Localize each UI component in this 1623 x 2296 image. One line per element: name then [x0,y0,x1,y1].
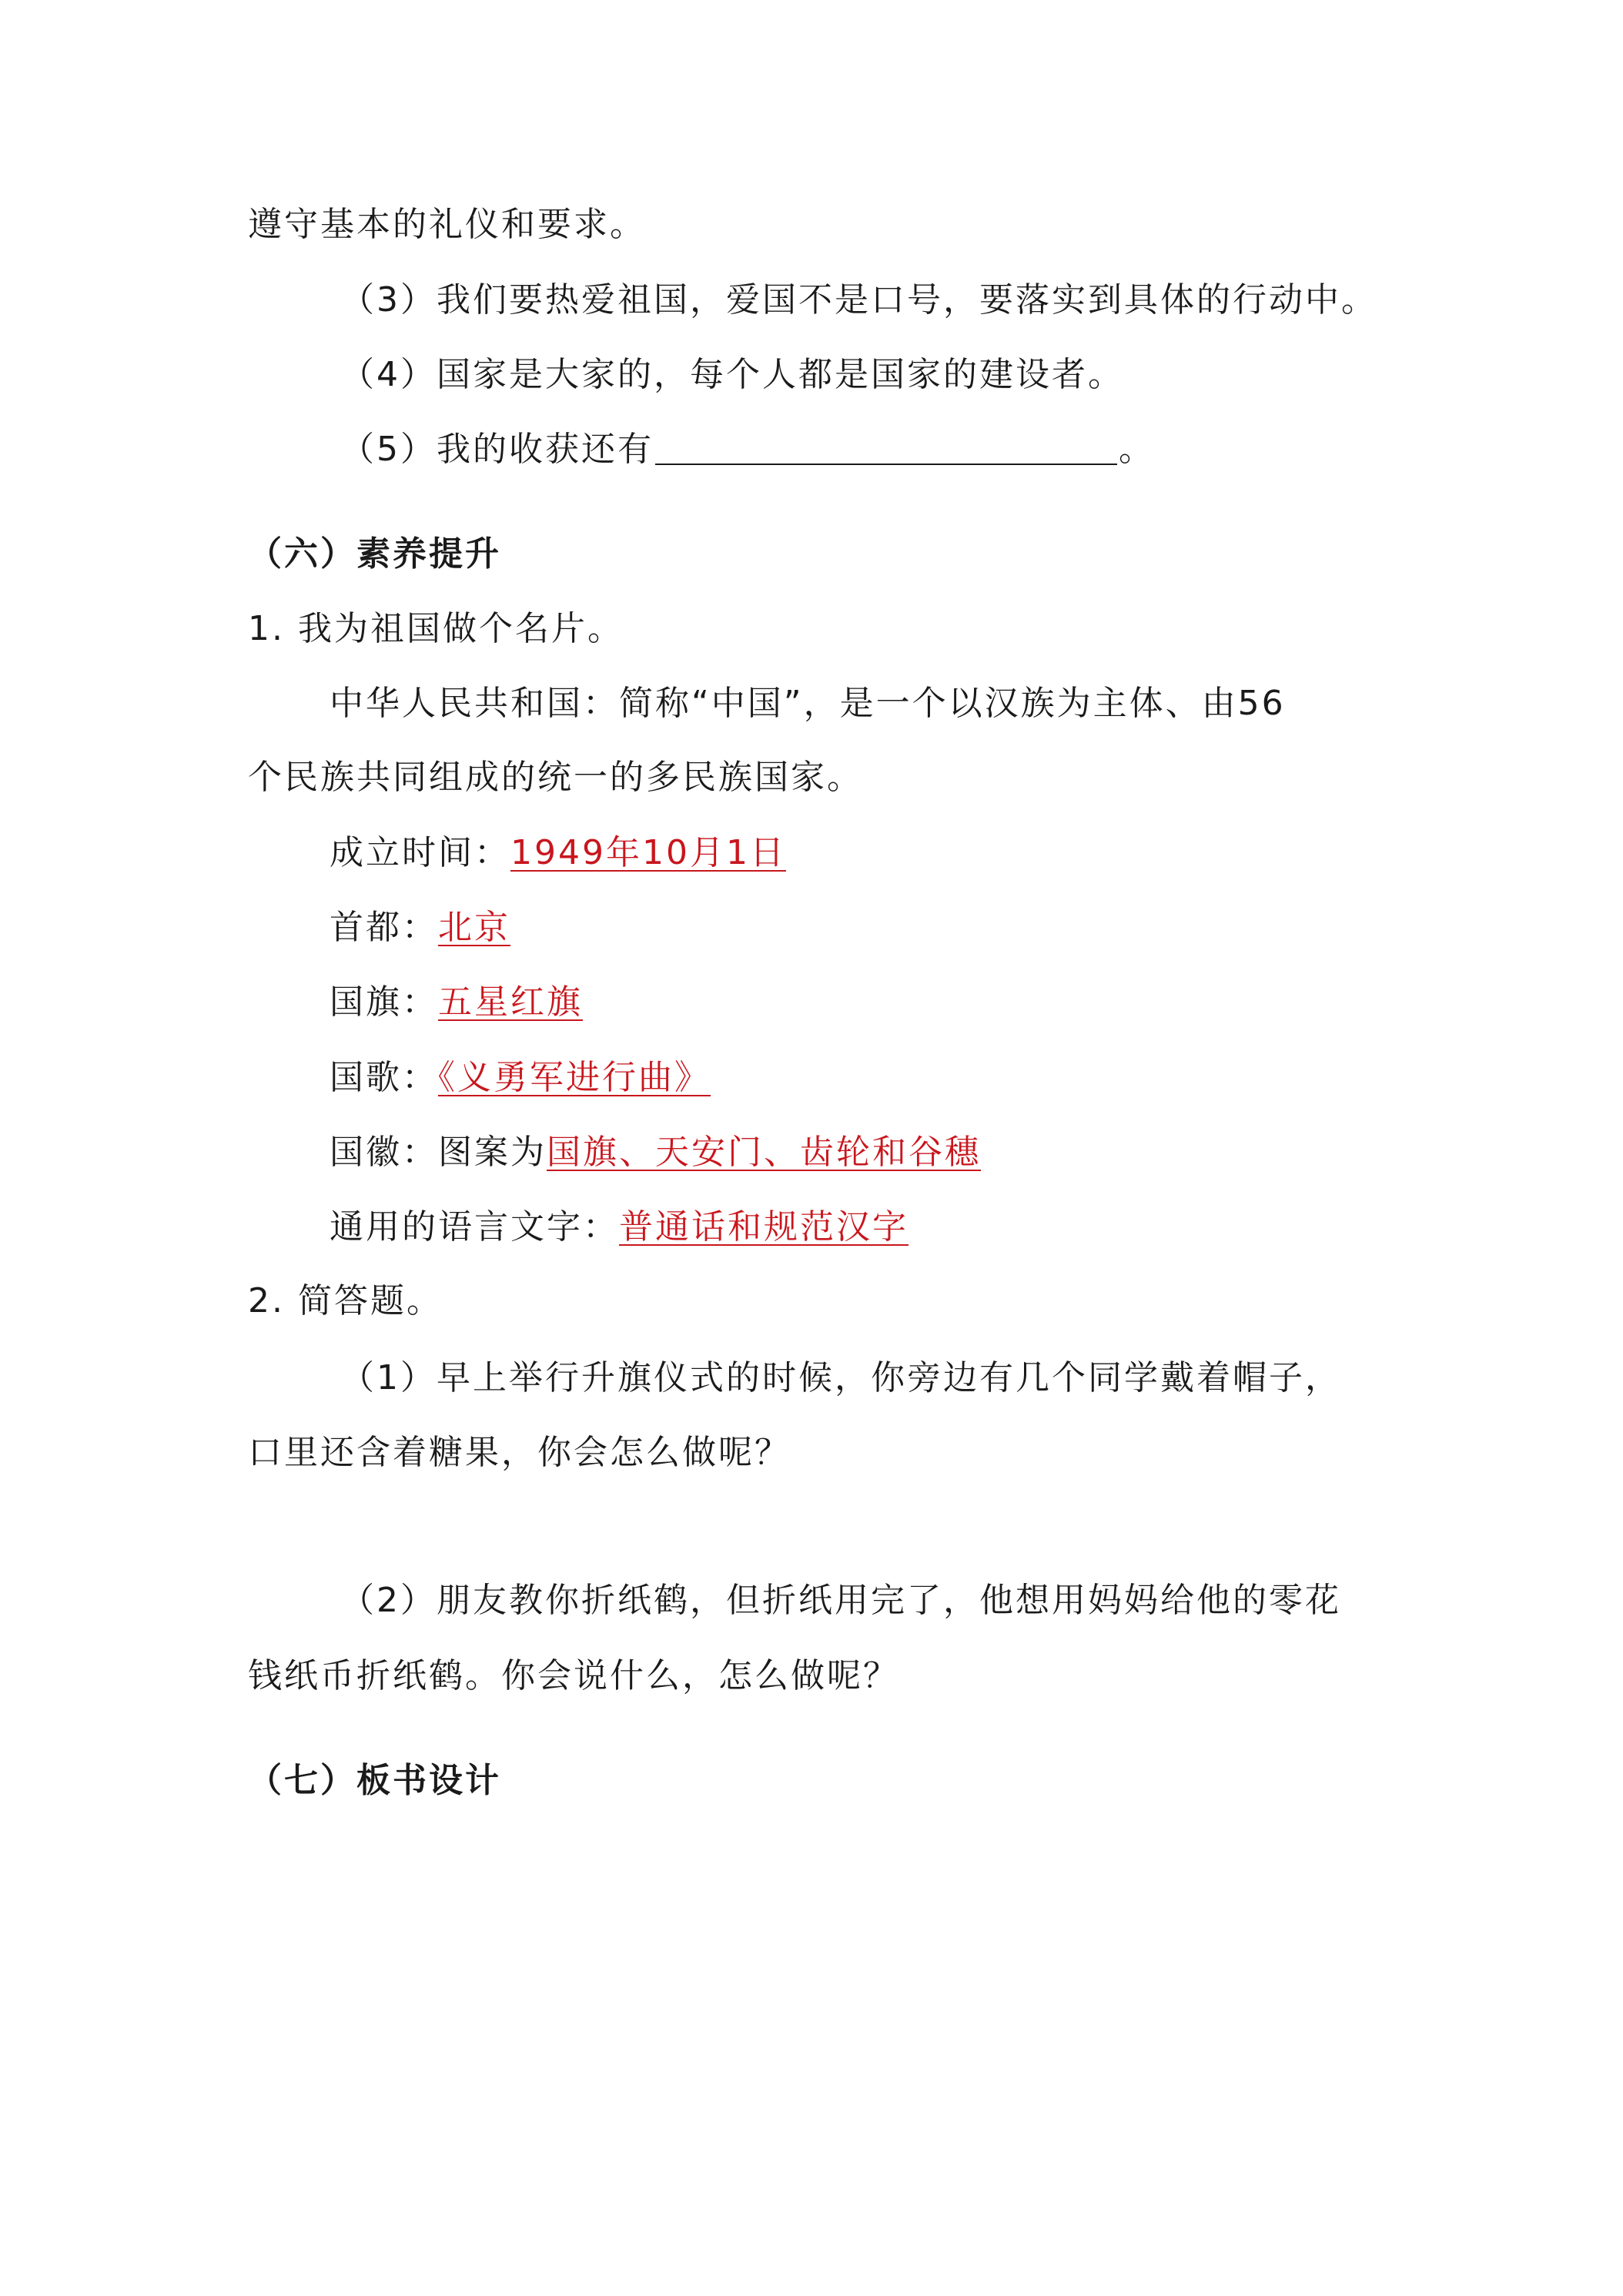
question-1: 1. 我为祖国做个名片。 [248,609,624,648]
card-label: 成立时间： [330,833,510,872]
card-label: 国徽：图案为 [330,1133,547,1172]
card-label: 首都： [330,908,438,947]
card-row-anthem [330,1055,711,1101]
question-2: 2. 简答题。 [248,1281,443,1320]
card-value: 五星红旗 [438,982,583,1022]
card-label: 国旗： [330,982,438,1022]
card-row-capital [330,905,510,951]
card-row-flag [330,979,583,1026]
summary-item-5-suffix: 。 [1119,430,1155,469]
card-value: 国旗、天安门、齿轮和谷穗 [547,1133,981,1172]
card-value: 1949年10月1日 [510,833,786,872]
summary-item-5-prefix: （5）我的收获还有 [340,430,654,469]
summary-item-5 [340,427,1155,473]
intro-line-1: 中华人民共和国：简称“中国”，是一个以汉族为主体、由56 [330,684,1286,723]
card-label: 通用的语言文字： [330,1207,619,1247]
card-row-language [330,1204,909,1250]
summary-item-4: （4）国家是大家的，每个人都是国家的建设者。 [340,355,1124,394]
card-value: 《义勇军进行曲》 [438,1058,711,1097]
section-heading-6: （六）素养提升 [248,534,501,574]
paragraph-continuation: 遵守基本的礼仪和要求。 [248,205,646,244]
section-heading-7: （七）板书设计 [248,1761,501,1800]
answer-blank [655,430,1117,465]
question-2-2-line-2: 钱纸币折纸鹤。你会说什么，怎么做呢？ [248,1656,899,1695]
summary-item-3: （3）我们要热爱祖国，爱国不是口号，要落实到具体的行动中。 [340,280,1377,320]
question-2-2-line-1: （2）朋友教你折纸鹤，但折纸用完了，他想用妈妈给他的零花 [340,1581,1341,1620]
intro-line-2: 个民族共同组成的统一的多民族国家。 [248,758,863,797]
question-2-1-line-2: 口里还含着糖果，你会怎么做呢？ [248,1433,791,1472]
card-row-founding [330,830,786,876]
card-value: 普通话和规范汉字 [619,1207,909,1247]
card-value: 北京 [438,908,510,947]
card-label: 国歌： [330,1058,438,1097]
question-2-1-line-1: （1）早上举行升旗仪式的时候，你旁边有几个同学戴着帽子， [340,1358,1341,1397]
card-row-emblem [330,1130,981,1176]
